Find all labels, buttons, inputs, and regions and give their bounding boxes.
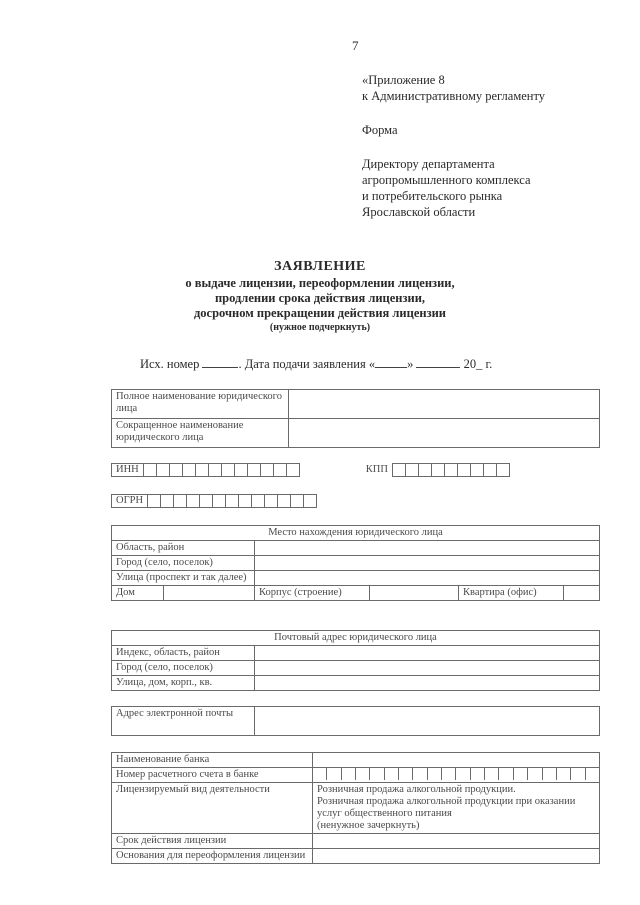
city-label: Город (село, поселок) <box>112 556 255 571</box>
kpp-label: КПП <box>365 464 388 475</box>
activity-option: Розничная продажа алкогольной продукции. <box>317 784 516 795</box>
addressee-line: Директору департамента <box>362 157 495 171</box>
postal-city-field[interactable] <box>255 661 600 676</box>
date-label: . Дата подачи заявления « <box>238 357 376 371</box>
title-note: (нужное подчеркнуть) <box>269 322 371 333</box>
activity-note: (ненужное зачеркнуть) <box>317 820 420 831</box>
region-label: Область, район <box>112 541 255 556</box>
title-line: досрочном прекращении действия лицензии <box>193 306 447 320</box>
postal-table <box>111 630 600 691</box>
ogrn-cell[interactable] <box>213 494 226 508</box>
bank-name-field[interactable] <box>313 753 600 768</box>
kpp-cell[interactable] <box>484 463 497 477</box>
kpp-cell[interactable] <box>497 463 510 477</box>
short-name-label: Сокращенное наименование юридического лица <box>112 419 289 448</box>
inn-cell[interactable] <box>274 463 287 477</box>
ogrn-cell[interactable] <box>148 494 161 508</box>
reissue-label: Основания для переоформления лицензии <box>112 849 313 864</box>
house-label: Дом <box>112 586 164 601</box>
street-field[interactable] <box>255 571 600 586</box>
kpp-cell[interactable] <box>445 463 458 477</box>
kpp-cell[interactable] <box>432 463 445 477</box>
bank-table <box>111 752 600 864</box>
ogrn-cell[interactable] <box>239 494 252 508</box>
email-field[interactable] <box>255 707 600 736</box>
kpp-cell[interactable] <box>471 463 484 477</box>
title-line: продлении срока действия лицензии, <box>214 291 426 305</box>
year-suffix: _ г. <box>476 357 493 371</box>
title-line: о выдаче лицензии, переоформлении лицензии, <box>185 276 455 290</box>
title-block <box>0 258 640 334</box>
activity-field[interactable] <box>313 783 600 834</box>
inn-cell[interactable] <box>222 463 235 477</box>
kpp-cell[interactable] <box>392 463 406 477</box>
ogrn-cell[interactable] <box>252 494 265 508</box>
short-name-field[interactable] <box>289 419 600 448</box>
appendix-line: к Административному регламенту <box>362 89 546 103</box>
location-heading: Место нахождения юридического лица <box>112 526 600 541</box>
postal-street-label: Улица, дом, корп., кв. <box>112 676 255 691</box>
inn-cell[interactable] <box>235 463 248 477</box>
addressee-line: агропромышленного комплекса <box>362 173 531 187</box>
street-label: Улица (проспект и так далее) <box>112 571 255 586</box>
full-name-field[interactable] <box>289 390 600 419</box>
apartment-field[interactable] <box>564 586 600 601</box>
email-label: Адрес электронной почты <box>112 707 255 736</box>
inn-cell[interactable] <box>183 463 196 477</box>
postal-index-field[interactable] <box>255 646 600 661</box>
ogrn-cell[interactable] <box>200 494 213 508</box>
building-field[interactable] <box>370 586 459 601</box>
inn-cell[interactable] <box>287 463 300 477</box>
bank-name-label: Наименование банка <box>112 753 313 768</box>
account-label: Номер расчетного счета в банке <box>112 768 313 783</box>
postal-index-label: Индекс, область, район <box>112 646 255 661</box>
account-cells <box>313 768 599 780</box>
inn-cell[interactable] <box>157 463 170 477</box>
ogrn-cell[interactable] <box>291 494 304 508</box>
email-table <box>111 706 600 736</box>
full-name-label: Полное наименование юридического лица <box>112 390 289 419</box>
addressee-line: Ярославской области <box>362 205 476 219</box>
date-day-field[interactable] <box>375 355 407 368</box>
inn-cell[interactable] <box>170 463 183 477</box>
ogrn-cell[interactable] <box>161 494 174 508</box>
reissue-field[interactable] <box>313 849 600 864</box>
account-field[interactable] <box>313 768 600 783</box>
term-field[interactable] <box>313 834 600 849</box>
apartment-label: Квартира (офис) <box>459 586 564 601</box>
header-block <box>362 72 545 220</box>
date-month-field[interactable] <box>416 355 460 368</box>
ogrn-cell[interactable] <box>187 494 200 508</box>
reference-line <box>140 355 492 372</box>
city-field[interactable] <box>255 556 600 571</box>
inn-cell[interactable] <box>196 463 209 477</box>
ogrn-cell[interactable] <box>174 494 187 508</box>
outgoing-number-field[interactable] <box>202 355 238 368</box>
ogrn-cell[interactable] <box>304 494 317 508</box>
document-title: ЗАЯВЛЕНИЕ <box>274 259 366 274</box>
appendix-line: «Приложение 8 <box>362 73 445 87</box>
kpp-cell[interactable] <box>419 463 432 477</box>
region-field[interactable] <box>255 541 600 556</box>
postal-heading: Почтовый адрес юридического лица <box>112 631 600 646</box>
ogrn-row <box>111 494 317 508</box>
activity-label: Лицензируемый вид деятельности <box>112 783 313 834</box>
ogrn-cell[interactable] <box>226 494 239 508</box>
building-label: Корпус (строение) <box>255 586 370 601</box>
kpp-cell[interactable] <box>406 463 419 477</box>
activity-option: Розничная продажа алкогольной продукции при оказании услуг общественного питания <box>317 796 576 819</box>
inn-cell[interactable] <box>248 463 261 477</box>
inn-cell[interactable] <box>144 463 157 477</box>
year-prefix: 20 <box>463 357 477 371</box>
page-number: 7 <box>352 38 359 53</box>
ogrn-cell[interactable] <box>278 494 291 508</box>
house-field[interactable] <box>163 586 254 601</box>
addressee-line: и потребительского рынка <box>362 189 503 203</box>
outgoing-number-label: Исх. номер <box>140 357 200 371</box>
form-label: Форма <box>362 123 398 137</box>
inn-cell[interactable] <box>261 463 274 477</box>
inn-cell[interactable] <box>209 463 222 477</box>
inn-label: ИНН <box>111 463 144 477</box>
postal-city-label: Город (село, поселок) <box>112 661 255 676</box>
term-label: Срок действия лицензии <box>112 834 313 849</box>
kpp-cell[interactable] <box>458 463 471 477</box>
ogrn-label: ОГРН <box>111 494 148 508</box>
inn-kpp-row <box>111 463 510 477</box>
location-table <box>111 525 600 601</box>
postal-street-field[interactable] <box>255 676 600 691</box>
org-names-table <box>111 389 600 448</box>
date-quote-close: » <box>407 357 414 371</box>
ogrn-cell[interactable] <box>265 494 278 508</box>
